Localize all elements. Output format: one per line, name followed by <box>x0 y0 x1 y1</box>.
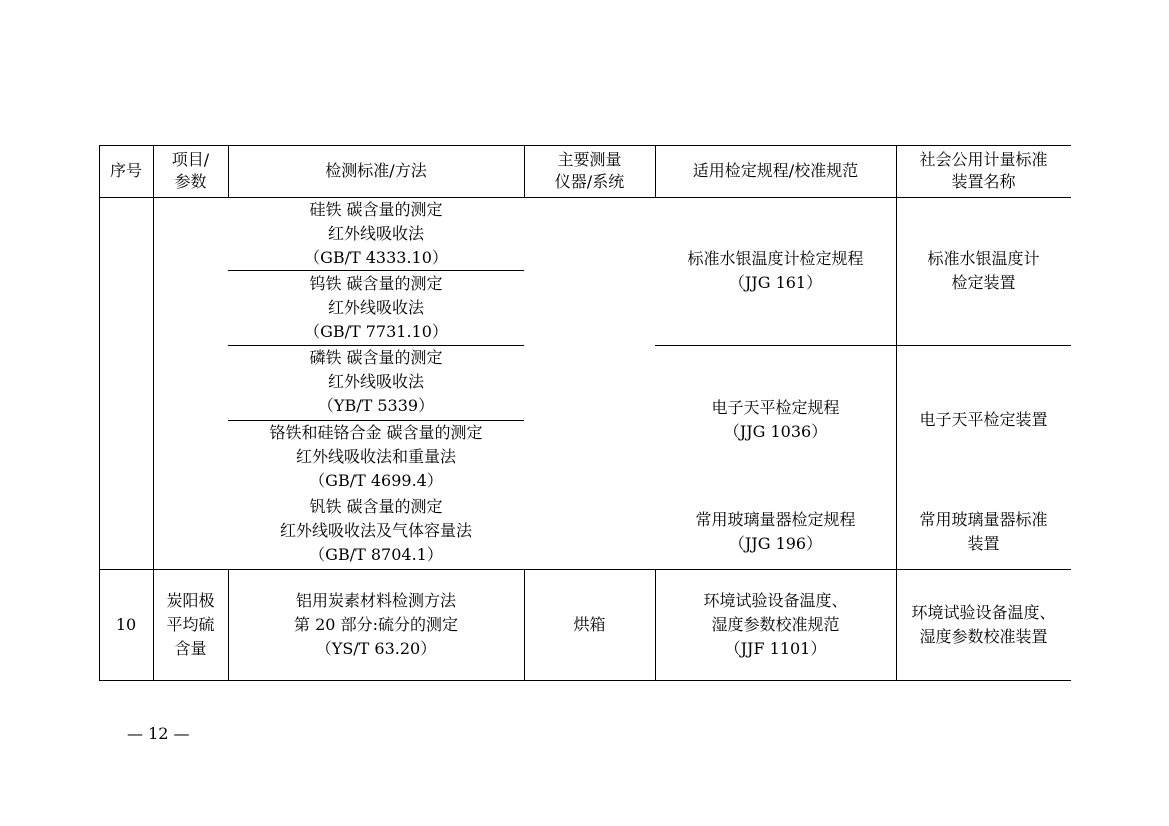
row10-top-rule <box>99 569 1071 570</box>
row10-method: 铝用炭素材料检测方法 第 20 部分:硫分的测定 （YS/T 63.20） <box>294 591 458 658</box>
device-cell: 电子天平检定装置 <box>919 410 1048 429</box>
row10-no: 10 <box>115 615 137 634</box>
header-method: 检测标准/方法 <box>325 161 427 180</box>
device-cell: 常用玻璃量器标准 装置 <box>919 510 1048 553</box>
regulation-divider <box>655 345 1071 346</box>
method-cell: 钒铁 碳含量的测定 红外线吸收法及气体容量法 （GB/T 8704.1） <box>279 497 472 564</box>
table-bottom-rule <box>99 680 1071 681</box>
method-cell: 磷铁 碳含量的测定 红外线吸收法 （YB/T 5339） <box>309 348 443 415</box>
device-cell: 标准水银温度计 检定装置 <box>927 249 1040 292</box>
row10-param: 炭阳极 平均硫 含量 <box>166 591 215 658</box>
row10-regulation: 环境试验设备温度、 湿度参数校准规范 （JJF 1101） <box>703 591 848 658</box>
method-cell: 硅铁 碳含量的测定 红外线吸收法 （GB/T 4333.10） <box>304 200 448 267</box>
table-left-rule <box>99 145 100 681</box>
page-number: — 12 — <box>127 724 190 743</box>
header-device: 社会公用计量标准 装置名称 <box>919 150 1048 191</box>
header-regulation: 适用检定规程/校准规范 <box>692 161 859 180</box>
regulation-cell: 常用玻璃量器检定规程 （JJG 196） <box>695 510 856 553</box>
header-no: 序号 <box>109 161 142 180</box>
table-top-rule <box>99 145 1071 146</box>
regulation-cell: 电子天平检定规程 （JJG 1036） <box>711 398 840 441</box>
regulation-cell: 标准水银温度计检定规程 （JJG 161） <box>687 249 864 292</box>
method-cell: 铬铁和硅铬合金 碳含量的测定 红外线吸收法和重量法 （GB/T 4699.4） <box>269 423 483 490</box>
method-divider-1 <box>228 270 524 271</box>
row10-instrument: 烘箱 <box>573 615 606 634</box>
method-cell: 钨铁 碳含量的测定 红外线吸收法 （GB/T 7731.10） <box>304 274 448 341</box>
header-instrument: 主要测量 仪器/系统 <box>554 150 625 191</box>
header-param: 项目/ 参数 <box>171 150 210 191</box>
row10-device: 环境试验设备温度、 湿度参数校准装置 <box>911 603 1056 646</box>
